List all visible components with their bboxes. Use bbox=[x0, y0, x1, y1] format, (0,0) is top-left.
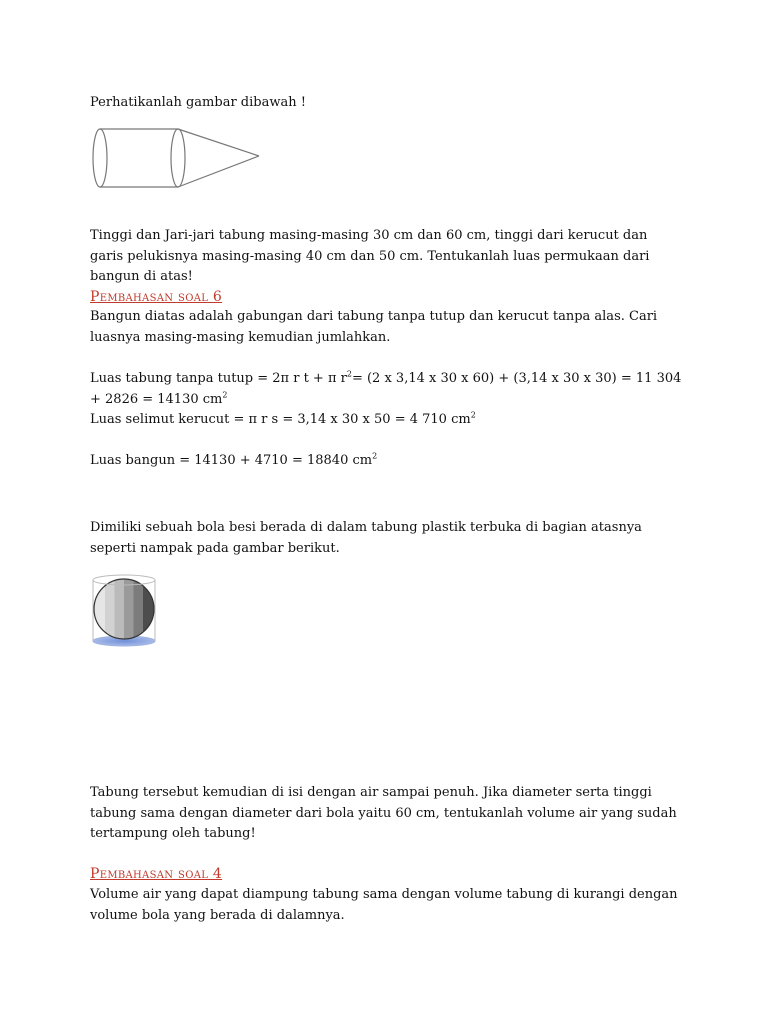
cylinder-right-face bbox=[171, 129, 185, 187]
cone-top-edge bbox=[178, 129, 259, 156]
question-4-text-continued: Tabung tersebut kemudian di isi dengan air sampai penuh. Jika diameter serta tinggi tabung sama dengan diameter dari bola yaitu 60 cm, tentukanlah volume air yang sudah tertampung oleh tabung! bbox=[90, 785, 677, 841]
luas-tabung-part-b: = (2 x 3,14 x 30 x 60) + (3,14 x 30 x 30) = 11 304 + 2826 = 14130 cm bbox=[90, 371, 682, 407]
solution-6-paragraph: Bangun diatas adalah gabungan dari tabung tanpa tutup dan kerucut tanpa alas. Cari luasnya masing-masing kemudian jumlahkan. bbox=[90, 309, 658, 345]
luas-tabung-part-a: Luas tabung tanpa tutup = 2π r t + π r bbox=[90, 371, 347, 386]
superscript-2: 2 bbox=[346, 369, 352, 379]
cylinder-cone-figure bbox=[88, 122, 268, 194]
heading-pembahasan-6: Pembahasan soal 6 bbox=[90, 289, 223, 305]
luas-selimut-line bbox=[90, 410, 476, 431]
question-4-text: Dimiliki sebuah bola besi berada di dalam tabung plastik terbuka di bagian atasnya seperti nampak pada gambar berikut. bbox=[90, 520, 642, 556]
superscript-2: 2 bbox=[222, 390, 228, 400]
luas-selimut-text: Luas selimut kerucut = π r s = 3,14 x 30 x 50 = 4 710 cm bbox=[90, 412, 471, 427]
luas-tabung-line bbox=[90, 369, 685, 410]
ball-in-cylinder-figure bbox=[88, 570, 160, 650]
superscript-2: 2 bbox=[470, 410, 476, 420]
superscript-2: 2 bbox=[372, 451, 378, 461]
luas-bangun-text: Luas bangun = 14130 + 4710 = 18840 cm bbox=[90, 453, 373, 468]
cone-bottom-edge bbox=[178, 156, 259, 187]
cylinder-left-face bbox=[93, 129, 107, 187]
question-6-text: Tinggi dan Jari-jari tabung masing-masing 30 cm dan 60 cm, tinggi dari kerucut dan garis pelukisnya masing-masing 40 cm dan 50 cm. Tentukanlah luas permukaan dari bangun di atas! bbox=[90, 228, 650, 284]
solution-4-paragraph: Volume air yang dapat diampung tabung sama dengan volume tabung di kurangi dengan volume bola yang berada di dalamnya. bbox=[90, 887, 678, 923]
heading-pembahasan-4: Pembahasan soal 4 bbox=[90, 866, 223, 882]
iron-ball bbox=[94, 579, 154, 639]
luas-bangun-line bbox=[90, 451, 377, 472]
intro-text: Perhatikanlah gambar dibawah ! bbox=[90, 95, 306, 110]
